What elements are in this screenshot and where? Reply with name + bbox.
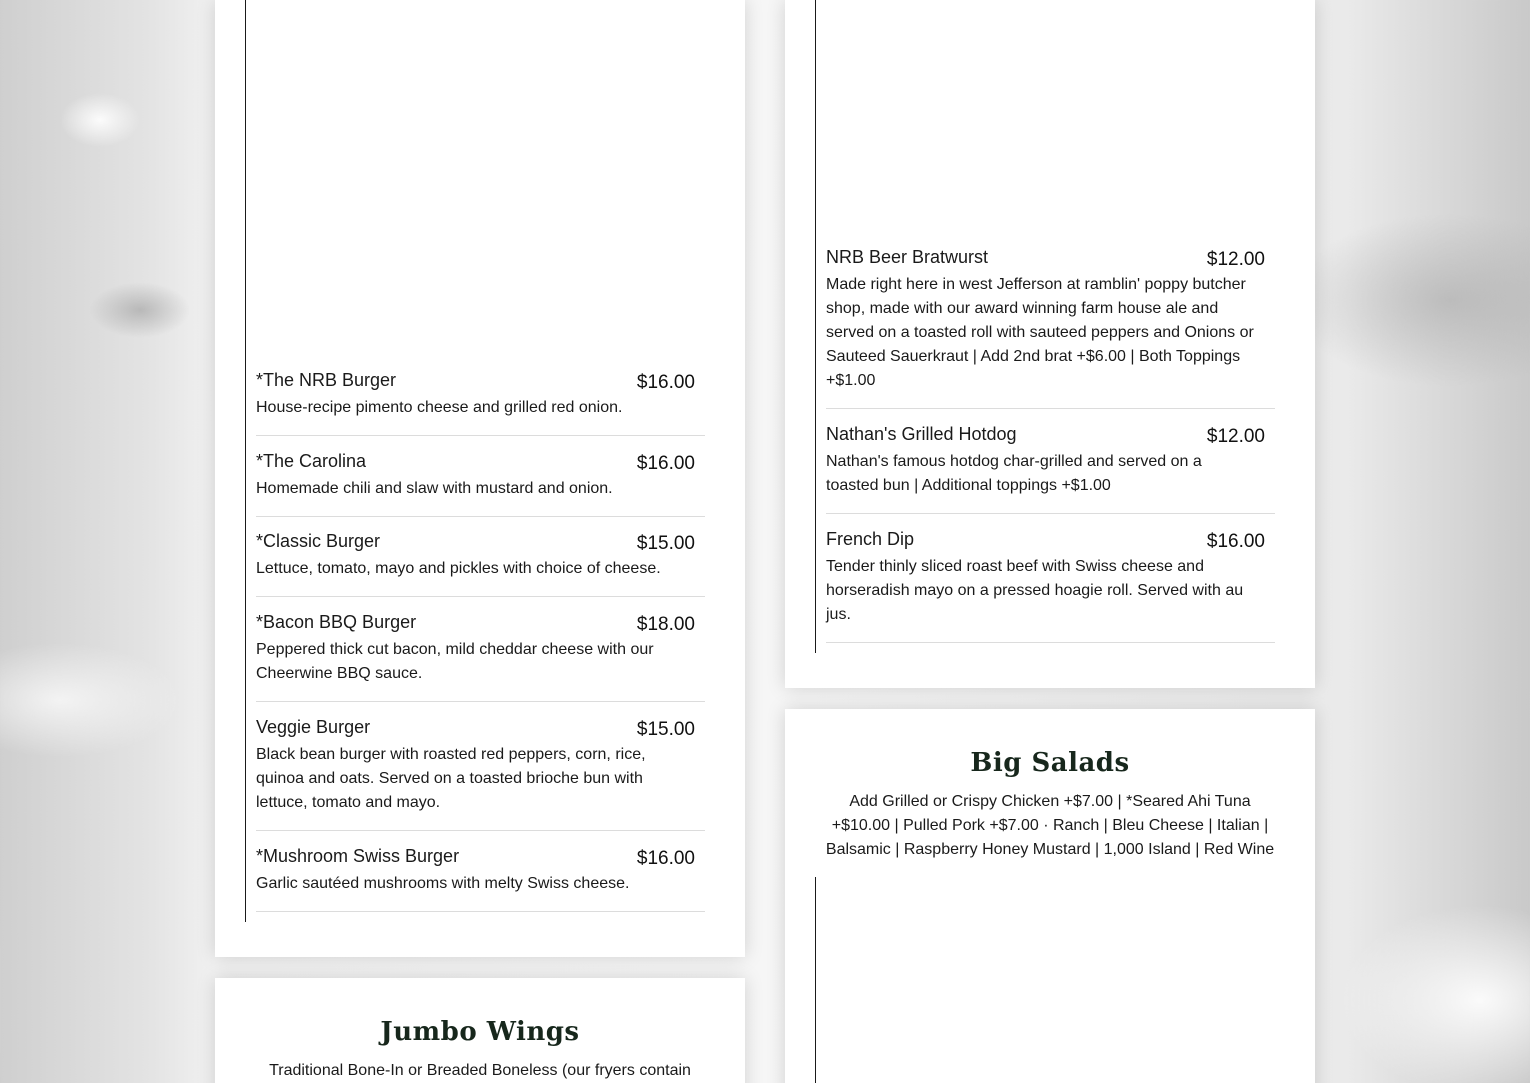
section-title: Big Salads: [970, 748, 1130, 778]
item-description: Tender thinly sliced roast beef with Swiss cheese and horseradish mayo on a pressed hoagie roll. Served with au jus.: [826, 558, 1244, 623]
item-price: $16.00: [636, 848, 695, 869]
item-price: $18.00: [636, 614, 695, 635]
item-price: $12.00: [1206, 426, 1265, 447]
menu-item: [256, 529, 705, 597]
item-name: Nathan's Grilled Hotdog: [826, 424, 1017, 444]
item-price: $12.00: [1206, 249, 1265, 270]
item-description: Made right here in west Jefferson at ramblin' poppy butcher shop, made with our award winning farm house ale and served on a toasted roll with sauteed peppers and Onions or Sauteed Sauerkraut | Add 2nd brat +$6.00 | Both Toppings +$1.00: [826, 276, 1254, 389]
burgers-card: [215, 0, 745, 957]
menu-item: [826, 422, 1275, 514]
item-price: $16.00: [636, 453, 695, 474]
item-name: NRB Beer Bratwurst: [826, 247, 989, 267]
item-description: Lettuce, tomato, mayo and pickles with choice of cheese.: [256, 560, 661, 577]
divider-line: [815, 0, 816, 653]
item-description: House-recipe pimento cheese and grilled red onion.: [256, 399, 623, 416]
item-name: French Dip: [826, 529, 915, 549]
item-price: $16.00: [636, 372, 695, 393]
section-note: Add Grilled or Crispy Chicken +$7.00 | *Seared Ahi Tuna +$10.00 | Pulled Pork +$7.00 · Ranch | Bleu Cheese | Italian | Balsamic | Raspberry Honey Mustard | 1,000 Island | Red Wine: [825, 793, 1275, 858]
menu-item: [826, 245, 1275, 409]
item-description: Peppered thick cut bacon, mild cheddar cheese with our Cheerwine BBQ sauce.: [256, 641, 654, 682]
item-name: Veggie Burger: [256, 717, 371, 737]
sandwiches-card: [785, 0, 1315, 688]
menu-item: [826, 527, 1275, 643]
menu-item: [256, 368, 705, 436]
item-description: Homemade chili and slaw with mustard and onion.: [256, 480, 613, 497]
item-description: Nathan's famous hotdog char-grilled and served on a toasted bun | Additional toppings +$1.00: [826, 453, 1202, 494]
item-name: *The Carolina: [256, 451, 367, 471]
menu-item: [256, 844, 705, 912]
section-note: Traditional Bone-In or Breaded Boneless (our fryers contain: [269, 1062, 691, 1079]
menu-item: [256, 449, 705, 517]
item-name: *The NRB Burger: [256, 370, 397, 390]
item-name: *Mushroom Swiss Burger: [256, 846, 460, 866]
wings-card: [215, 978, 745, 1083]
item-name: *Classic Burger: [256, 531, 381, 551]
item-price: $15.00: [636, 719, 695, 740]
item-description: Black bean burger with roasted red peppers, corn, rice, quinoa and oats. Served on a toasted brioche bun with lettuce, tomato and mayo.: [256, 746, 646, 811]
section-title: Jumbo Wings: [380, 1017, 580, 1047]
item-price: $16.00: [1206, 531, 1265, 552]
menu-item: [256, 715, 705, 831]
menu-item: [256, 610, 705, 702]
divider-line: [815, 877, 816, 1083]
item-price: $15.00: [636, 533, 695, 554]
item-description: Garlic sautéed mushrooms with melty Swiss cheese.: [256, 875, 630, 892]
divider-line: [245, 0, 246, 922]
salads-card: [785, 709, 1315, 1083]
item-name: *Bacon BBQ Burger: [256, 612, 417, 632]
